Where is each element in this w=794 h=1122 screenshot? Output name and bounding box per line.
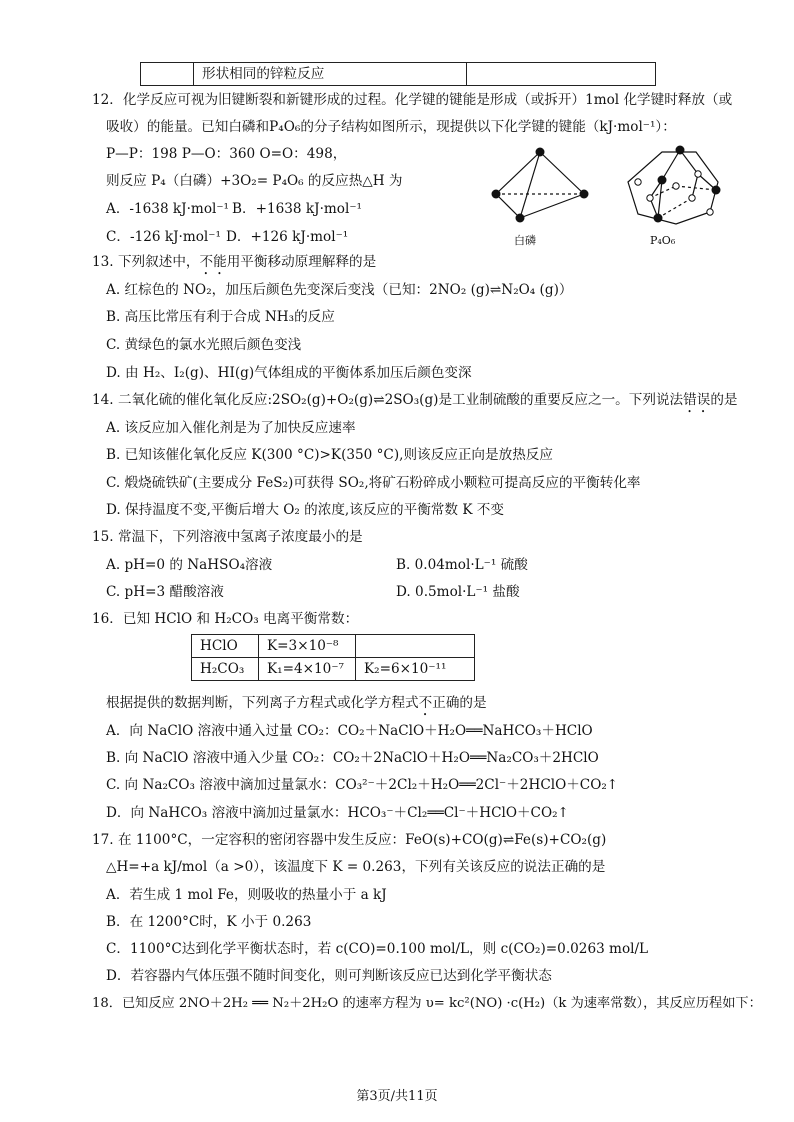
q13-stem-post: 用平衡移动原理解释的是 — [226, 254, 377, 270]
q14-option-a: A. 该反应加入催化剂是为了加快反应速率 — [106, 420, 356, 436]
q12-option-a: A．-1638 kJ·mol⁻¹ — [106, 201, 229, 217]
q16-prompt-pre: 根据提供的数据判断，下列离子方程式或化学方程式 — [106, 695, 419, 711]
q15-option-c: C. pH=3 醋酸溶液 — [106, 584, 224, 600]
white-phosphorus-figure — [484, 142, 600, 238]
q12-line2: 吸收）的能量。已知白磷和P₄O₆的分子结构如图所示，现提供以下化学键的键能（kJ·mol⁻¹）： — [106, 119, 676, 135]
q15-option-d: D. 0.5mol·L⁻¹ 盐酸 — [396, 584, 520, 600]
q16-prompt-post: 正确的是 — [432, 695, 487, 711]
q13-option-c: C. 黄绿色的氯水光照后颜色变浅 — [106, 337, 302, 353]
q14-option-d: D. 保持温度不变,平衡后增大 O₂ 的浓度,该反应的平衡常数 K 不变 — [106, 502, 504, 518]
q15-stem: 15. 常温下，下列溶液中氢离子浓度最小的是 — [92, 529, 363, 545]
table-cell — [356, 635, 475, 658]
p4o6-figure — [616, 142, 736, 238]
q12-option-b: B．+1638 kJ·mol⁻¹ — [232, 201, 362, 217]
q13-stem-emphasis: 不能 — [199, 254, 227, 270]
q16-option-c: C. 向 Na₂CO₃ 溶液中滴加过量氯水：CO₃²⁻＋2Cl₂＋H₂O══2Cl⁻＋2HClO＋CO₂↑ — [106, 777, 619, 793]
q13-option-b: B. 高压比常压有利于合成 NH₃的反应 — [106, 309, 335, 325]
q17-option-d: D．若容器内气体压强不随时间变化，则可判断该反应已达到化学平衡状态 — [106, 968, 552, 984]
q14-option-c: C. 煅烧硫铁矿(主要成分 FeS₂)可获得 SO₂,将矿石粉碎成小颗粒可提高反应的平衡转化率 — [106, 475, 641, 491]
q14-stem-emphasis: 错误 — [683, 392, 711, 408]
q16-option-b: B. 向 NaClO 溶液中通入少量 CO₂：CO₂＋2NaClO＋H₂O══Na₂CO₃＋2HClO — [106, 750, 599, 766]
top-table-cell-2: 形状相同的锌粒反应 — [194, 63, 467, 86]
q17-line1: 17. 在 1100°C，一定容积的密闭容器中发生反应：FeO(s)+CO(g)⇌Fe(s)+CO₂(g) — [92, 832, 607, 848]
q15-option-a: A. pH=0 的 NaHSO₄溶液 — [106, 557, 273, 573]
page-number: 第3页/共11页 — [356, 1089, 438, 1104]
q16-prompt-emphasis: 不 — [418, 695, 433, 711]
table-cell: HClO — [192, 635, 259, 658]
p4o6-label: P₄O₆ — [650, 234, 676, 247]
q12-line1: 12．化学反应可视为旧键断裂和新键形成的过程。化学键的键能是形成（或拆开）1mol 化学键时释放（或 — [92, 92, 733, 108]
table-cell: K₁=4×10⁻⁷ — [259, 658, 356, 681]
table-cell: K=3×10⁻⁸ — [259, 635, 356, 658]
q14-stem-post: 的是 — [710, 392, 738, 408]
q17-option-c: C．1100°C达到化学平衡状态时，若 c(CO)=0.100 mol/L，则 c(CO₂)=0.0263 mol/L — [106, 941, 649, 957]
q12-option-d: D．+126 kJ·mol⁻¹ — [226, 229, 349, 245]
q15-option-b: B. 0.04mol·L⁻¹ 硫酸 — [396, 557, 528, 573]
q18-line1: 18．已知反应 2NO＋2H₂ ══ N₂＋2H₂O 的速率方程为 υ= kc²(NO) ·c(H₂)（k 为速率常数），其反应历程如下： — [92, 996, 762, 1011]
q16-option-a: A．向 NaClO 溶液中通入过量 CO₂：CO₂＋NaClO＋H₂O══NaHCO₃＋HClO — [106, 723, 593, 739]
q16-stem: 16．已知 HClO 和 H₂CO₃ 电离平衡常数： — [92, 611, 359, 627]
top-table-cell-3 — [467, 63, 656, 86]
top-table-cell-1 — [141, 63, 194, 86]
q17-option-a: A．若生成 1 mol Fe，则吸收的热量小于 a kJ — [106, 887, 387, 903]
q12-stem: 则反应 P₄（白磷）+3O₂= P₄O₆ 的反应热△H 为 — [106, 173, 403, 189]
q14-option-b: B. 已知该催化氧化反应 K(300 °C)>K(350 °C),则该反应正向是放热反应 — [106, 447, 553, 463]
q16-prompt — [106, 694, 487, 719]
q14-stem-pre: 14. 二氧化硫的催化氧化反应:2SO₂(g)+O₂(g)⇌2SO₃(g)是工业制硫酸的重要反应之一。下列说法 — [92, 392, 684, 408]
ionization-constant-table — [191, 634, 475, 681]
q13-stem-pre: 13. 下列叙述中， — [92, 254, 200, 270]
q13-option-d: D. 由 H₂、I₂(g)、HI(g)气体组成的平衡体系加压后颜色变深 — [106, 365, 472, 381]
q16-option-d: D．向 NaHCO₃ 溶液中滴加过量氯水：HCO₃⁻＋Cl₂══Cl⁻＋HClO＋CO₂↑ — [106, 805, 569, 821]
table-cell: K₂=6×10⁻¹¹ — [356, 658, 475, 681]
white-phosphorus-label: 白磷 — [514, 234, 536, 247]
top-table — [140, 62, 656, 86]
q14-stem — [92, 391, 738, 416]
q13-stem — [92, 253, 376, 278]
q12-bond-energies: P—P：198 P—O：360 O=O：498， — [106, 146, 347, 162]
table-cell: H₂CO₃ — [192, 658, 259, 681]
q12-option-c: C．-126 kJ·mol⁻¹ — [106, 229, 221, 245]
q17-option-b: B．在 1200°C时，K 小于 0.263 — [106, 914, 312, 930]
q17-line2: △H=+a kJ/mol（a >0），该温度下 K = 0.263，下列有关该反应的说法正确的是 — [106, 859, 606, 875]
q13-option-a: A. 红棕色的 NO₂，加压后颜色先变深后变浅（已知：2NO₂ (g)⇌N₂O₄ (g)） — [106, 282, 573, 298]
